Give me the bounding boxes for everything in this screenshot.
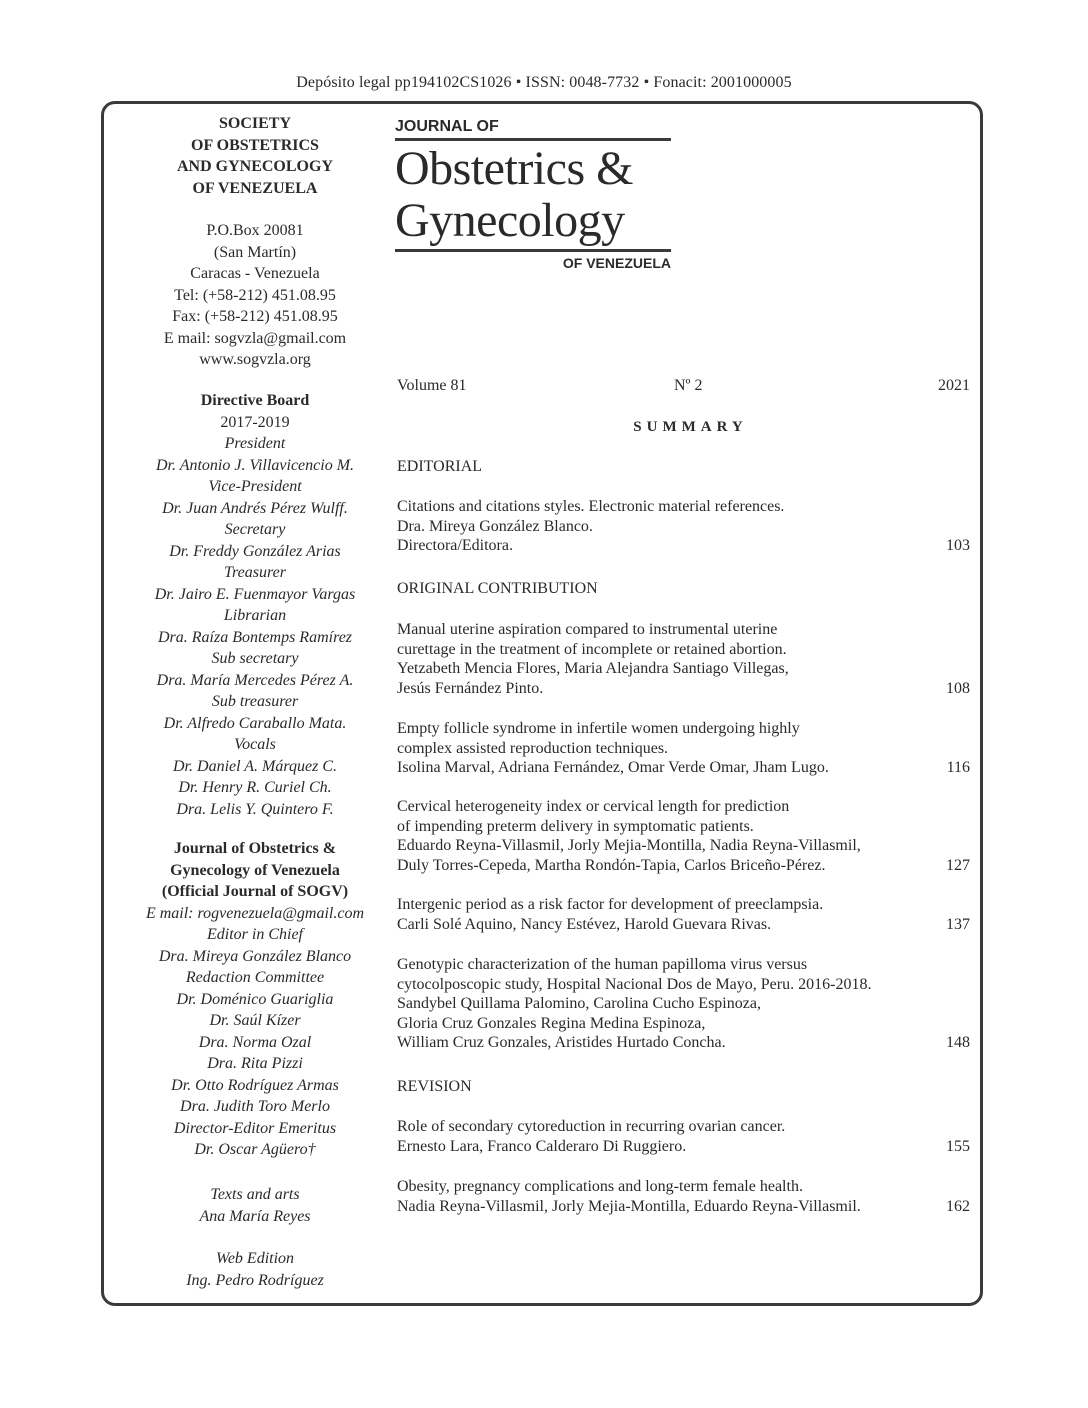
entry-author: Directora/Editora. <box>397 537 513 555</box>
board-line: Dr. Alfredo Caraballo Mata. <box>163 714 347 732</box>
toc-entry[interactable] <box>397 620 970 698</box>
journal-name-line: (Official Journal of SOGV) <box>161 883 349 900</box>
entry-page: 155 <box>946 1137 970 1155</box>
society-name <box>105 113 405 199</box>
masthead-bottom: OF VENEZUELA <box>562 255 671 271</box>
directive-board <box>105 390 405 820</box>
entry-title: Manual uterine aspiration compared to instrumental uterine <box>397 621 778 638</box>
board-line: Dr. Henry R. Curiel Ch. <box>178 779 332 796</box>
entry-title: Obesity, pregnancy complications and long-term female health. <box>397 1178 803 1195</box>
entry-page: 162 <box>946 1197 970 1215</box>
contact-line: (San Martín) <box>213 243 297 261</box>
entry-author: Dra. Mireya González Blanco. <box>397 517 593 535</box>
summary-title: SUMMARY <box>633 419 748 435</box>
board-line: Dra. Lelis Y. Quintero F. <box>176 800 334 818</box>
entry-page: 127 <box>946 856 970 874</box>
society-name-line: SOCIETY <box>218 115 292 132</box>
web-label: Web Edition <box>215 1250 295 1267</box>
toc-entry[interactable] <box>397 1177 970 1216</box>
entry-author: Gloria Cruz Gonzales Regina Medina Espinoza, <box>397 1014 706 1032</box>
masthead-rule-bottom <box>395 249 671 252</box>
entry-title: Intergenic period as a risk factor for development of preeclampsia. <box>397 896 824 913</box>
entry-title: Citations and citations styles. Electronic material references. <box>397 498 785 515</box>
entry-title: complex assisted reproduction techniques. <box>397 739 669 757</box>
board-title: Directive Board <box>200 392 310 409</box>
board-line: Librarian <box>223 607 287 624</box>
entry-title: of impending preterm delivery in symptomatic patients. <box>397 817 754 835</box>
committee-line: Dr. Oscar Agüero† <box>194 1141 316 1158</box>
entry-title: Genotypic characterization of the human papilloma virus versus <box>397 956 808 973</box>
toc-entry[interactable] <box>397 1117 970 1156</box>
society-name-line: AND GYNECOLOGY <box>176 158 333 175</box>
committee-line: Redaction Committee <box>185 969 325 986</box>
committee-line: Dra. Norma Ozal <box>198 1033 312 1051</box>
journal-name-line: Gynecology of Venezuela <box>170 861 340 879</box>
section-revision: REVISION <box>397 1078 472 1095</box>
committee-line: Director-Editor Emeritus <box>173 1119 337 1137</box>
society-contact <box>105 220 405 371</box>
board-line: Dra. Raíza Bontemps Ramírez <box>157 628 353 646</box>
contact-line: Caracas - Venezuela <box>190 265 320 282</box>
board-line: Dr. Daniel A. Márquez C. <box>173 757 337 775</box>
issue-volume: Volume 81 <box>397 377 467 394</box>
entry-title: Cervical heterogeneity index or cervical length for prediction <box>397 798 790 815</box>
entry-page: 108 <box>946 679 970 697</box>
board-line: Dr. Freddy González Arias <box>169 542 341 560</box>
society-name-line: OF VENEZUELA <box>192 179 318 197</box>
web-name: Ing. Pedro Rodríguez <box>186 1271 324 1289</box>
board-line: Dr. Jairo E. Fuenmayor Vargas <box>154 585 356 603</box>
journal-email: E mail: rogvenezuela@gmail.com <box>145 904 365 922</box>
board-line: Sub treasurer <box>211 693 299 710</box>
board-line: Sub secretary <box>211 650 299 667</box>
board-line: Dr. Antonio J. Villavicencio M. <box>155 456 355 474</box>
contact-email: E mail: sogvzla@gmail.com <box>163 329 347 347</box>
society-name-line: OF OBSTETRICS <box>191 136 319 154</box>
committee-line: Dra. Judith Toro Merlo <box>180 1098 330 1115</box>
entry-author: Nadia Reyna-Villasmil, Jorly Mejia-Montilla, Eduardo Reyna-Villasmil. <box>397 1197 861 1215</box>
entry-author: Duly Torres-Cepeda, Martha Rondón-Tapia, Carlos Briceño-Pérez. <box>397 856 826 874</box>
toc-entry[interactable] <box>397 719 970 778</box>
board-line: Dr. Juan Andrés Pérez Wulff. <box>162 499 348 517</box>
issue-number: Nº 2 <box>674 377 703 394</box>
contact-line: P.O.Box 20081 <box>206 222 304 239</box>
masthead-title-line2: Gynecology <box>395 194 625 247</box>
texts-label: Texts and arts <box>210 1186 300 1203</box>
board-line: Vice-President <box>208 478 302 495</box>
committee-line: Dr. Saúl Kízer <box>209 1012 301 1029</box>
committee-line: Editor in Chief <box>207 926 303 943</box>
entry-title: Empty follicle syndrome in infertile women undergoing highly <box>397 720 800 737</box>
committee-line: Dr. Otto Rodríguez Armas <box>171 1076 339 1094</box>
contact-fax: Fax: (+58-212) 451.08.95 <box>172 308 338 325</box>
board-line: Vocals <box>234 736 276 753</box>
legal-deposit-line: Depósito legal pp194102CS1026 • ISSN: 0048-7732 • Fonacit: 2001000005 <box>296 74 792 91</box>
board-years: 2017-2019 <box>220 413 290 431</box>
issue-year: 2021 <box>938 377 970 394</box>
contact-phone: Tel: (+58-212) 451.08.95 <box>174 286 336 304</box>
texts-credit <box>105 1184 405 1227</box>
toc-entry[interactable] <box>397 497 970 556</box>
board-line: Treasurer <box>224 564 286 581</box>
entry-page: 148 <box>946 1034 970 1052</box>
toc-entry[interactable] <box>397 797 970 875</box>
toc-entry[interactable] <box>397 955 970 1053</box>
web-credit <box>105 1248 405 1291</box>
committee-line: Dr. Doménico Guariglia <box>176 990 334 1008</box>
masthead-title-line1: Obstetrics & <box>395 142 633 195</box>
masthead-top: JOURNAL OF <box>395 118 499 135</box>
board-line: Dra. María Mercedes Pérez A. <box>156 671 354 689</box>
entry-title: curettage in the treatment of incomplete or retained abortion. <box>397 640 787 658</box>
section-editorial: EDITORIAL <box>397 458 483 475</box>
committee-line: Dra. Rita Pizzi <box>207 1055 303 1072</box>
board-line: President <box>224 435 286 452</box>
journal-name-line: Journal of Obstetrics & <box>173 840 337 857</box>
toc-entry[interactable] <box>397 895 970 934</box>
entry-title: cytocolposcopic study, Hospital Nacional Dos de Mayo, Peru. 2016-2018. <box>397 975 872 993</box>
texts-name: Ana María Reyes <box>199 1207 311 1225</box>
entry-author: William Cruz Gonzales, Aristides Hurtado Concha. <box>397 1034 726 1052</box>
entry-author: Eduardo Reyna-Villasmil, Jorly Mejia-Montilla, Nadia Reyna-Villasmil, <box>397 837 861 855</box>
entry-author: Jesús Fernández Pinto. <box>397 679 544 697</box>
committee-line: Dra. Mireya González Blanco <box>158 947 352 965</box>
contact-website: www.sogvzla.org <box>199 351 311 368</box>
journal-masthead <box>395 117 671 271</box>
entry-author: Carli Solé Aquino, Nancy Estévez, Harold Guevara Rivas. <box>397 915 772 933</box>
entry-author: Sandybel Quillama Palomino, Carolina Cucho Espinoza, <box>397 995 761 1013</box>
entry-page: 116 <box>946 759 970 777</box>
entry-title: Role of secondary cytoreduction in recurring ovarian cancer. <box>397 1118 786 1135</box>
entry-author: Ernesto Lara, Franco Calderaro Di Ruggiero. <box>397 1137 687 1155</box>
masthead-rule-top <box>395 138 671 141</box>
section-original-contribution: ORIGINAL CONTRIBUTION <box>397 580 598 597</box>
entry-author: Yetzabeth Mencia Flores, Maria Alejandra Santiago Villegas, <box>397 660 789 678</box>
entry-author: Isolina Marval, Adriana Fernández, Omar Verde Omar, Jham Lugo. <box>397 759 829 777</box>
entry-page: 137 <box>946 915 970 933</box>
journal-info <box>105 838 405 1161</box>
entry-page: 103 <box>946 537 970 555</box>
board-line: Secretary <box>224 521 286 538</box>
